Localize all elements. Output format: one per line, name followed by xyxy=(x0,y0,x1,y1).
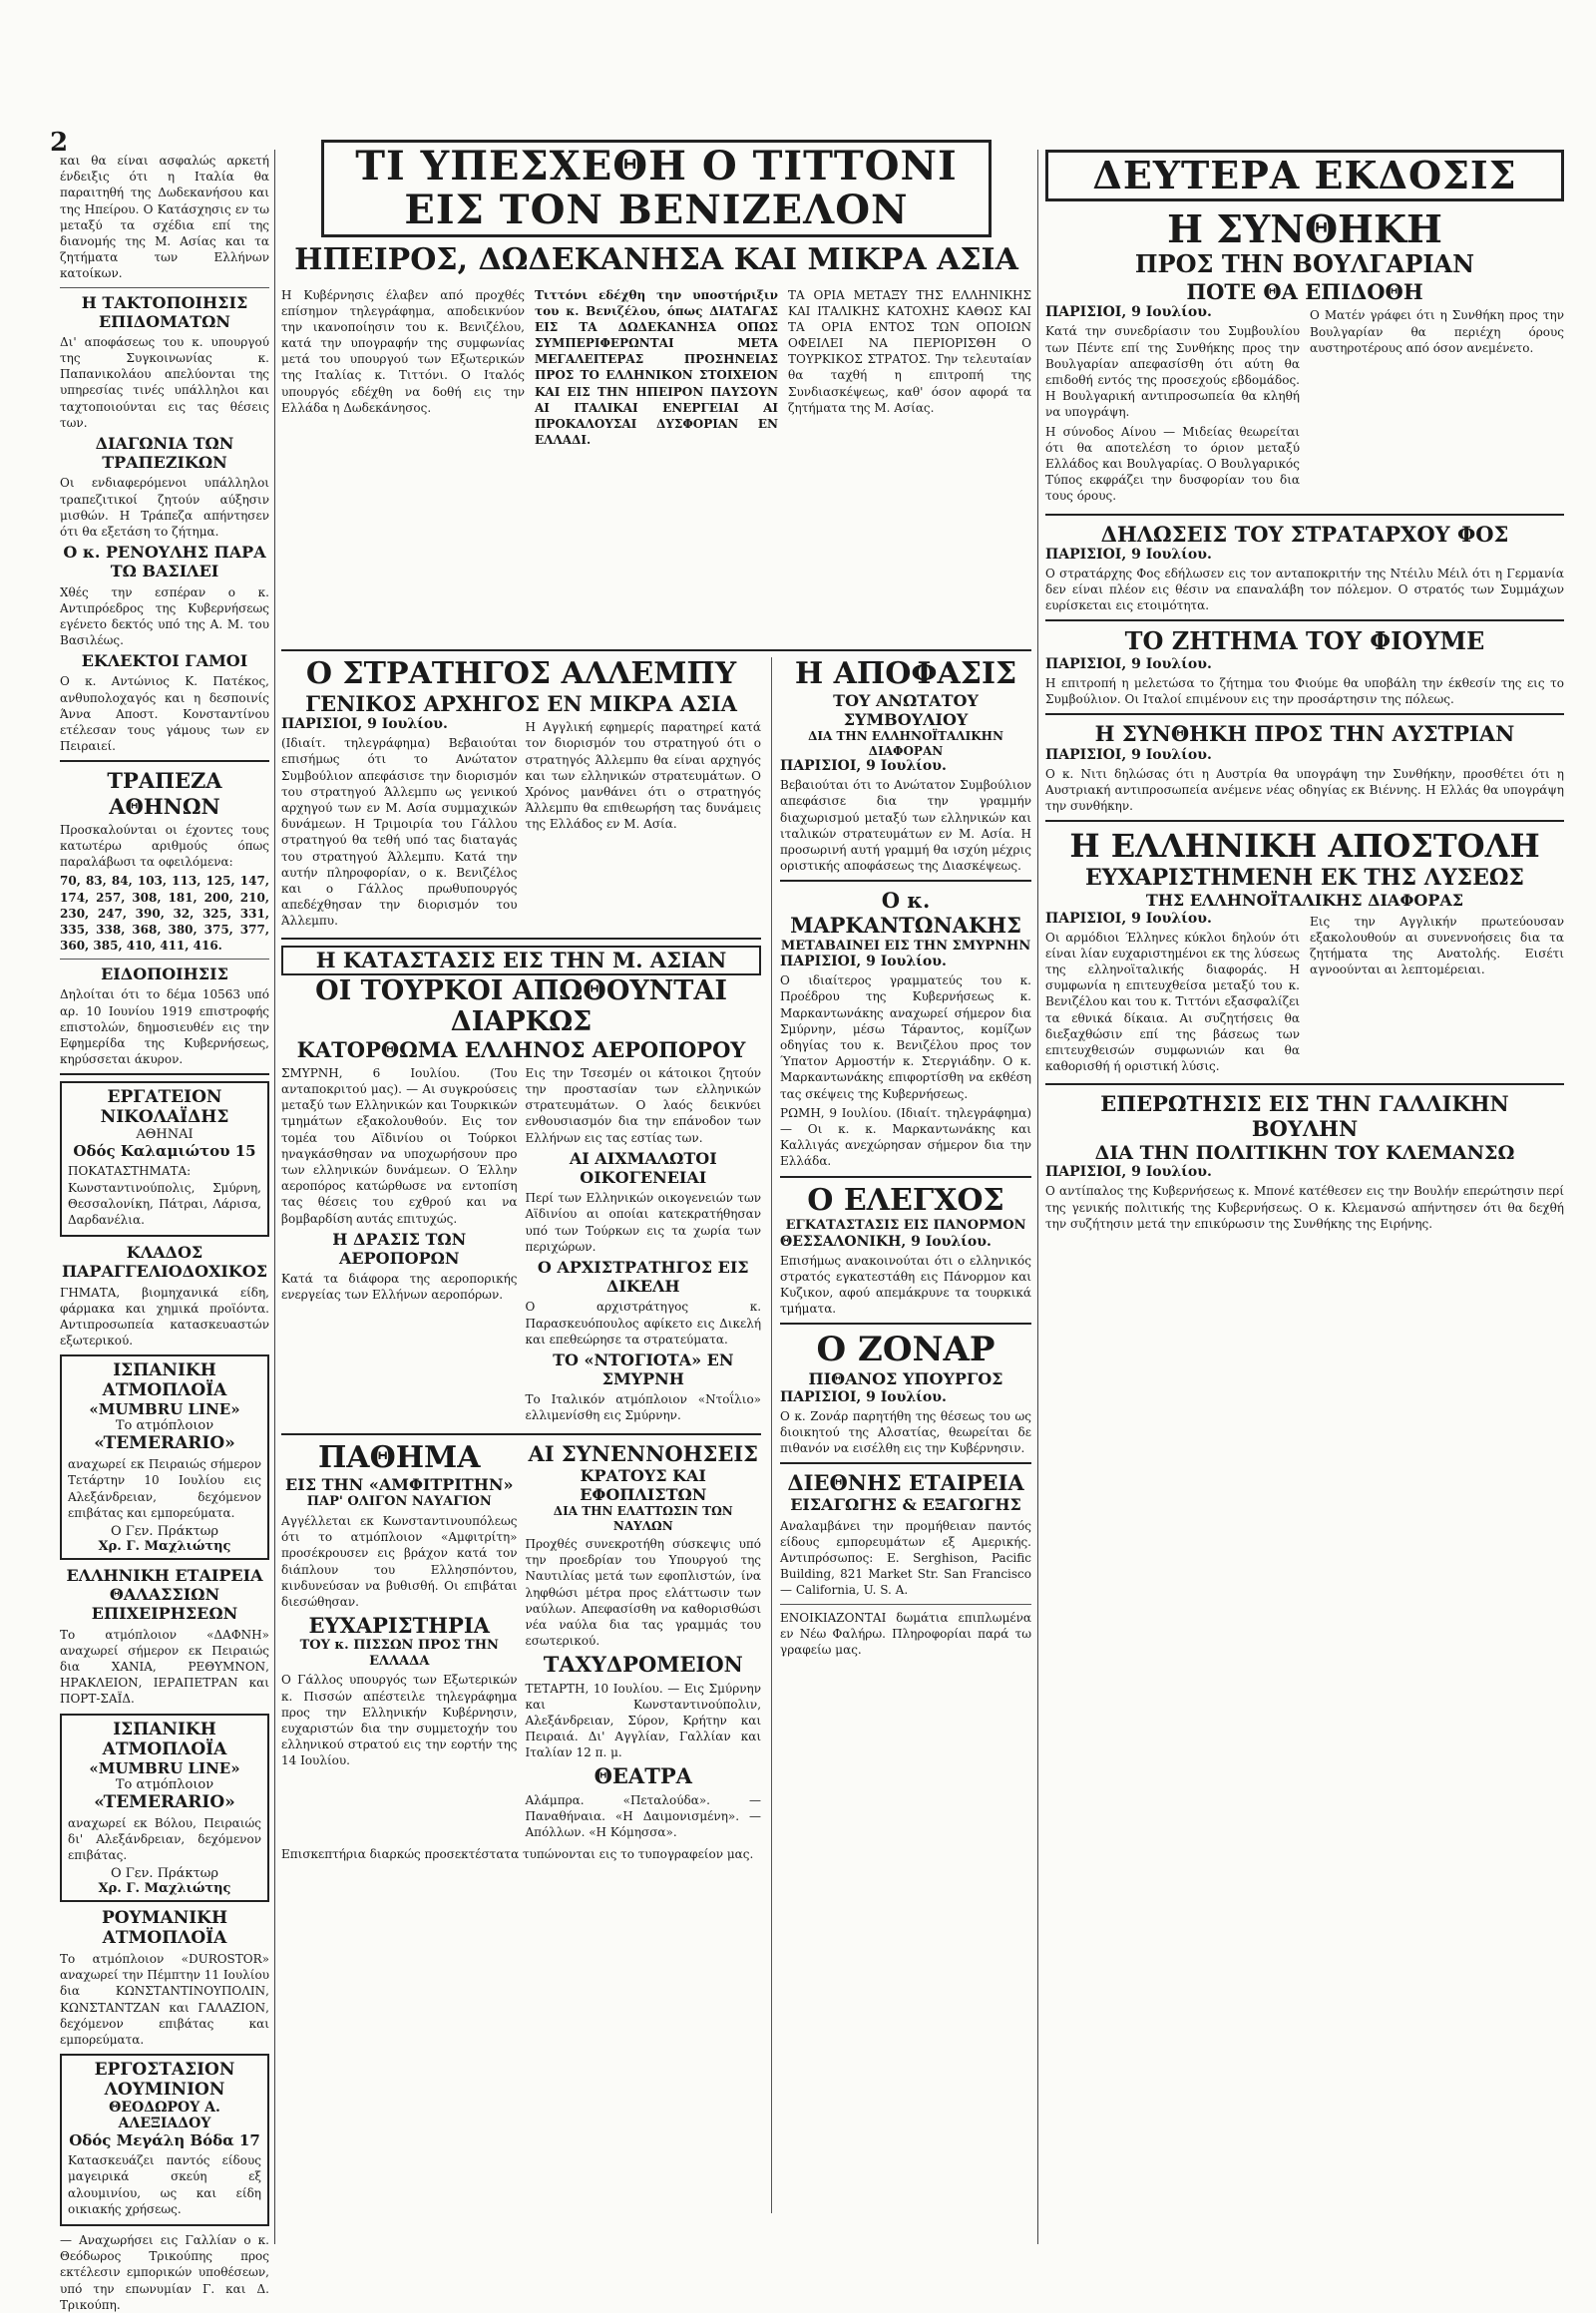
ad-ship-label: Το ατμόπλοιον xyxy=(115,1776,214,1792)
left-column xyxy=(60,150,269,2312)
article-text: Ο αρχιστράτηγος κ. Παρασκευόπουλος αφίκετο εις Δικελή και επεθεώρησε τα στρατεύματα. xyxy=(525,1300,762,1347)
heading-gamoi: ΕΚΛΕΚΤΟΙ ΓΑΜΟΙ xyxy=(81,651,248,671)
article-text: Αγγέλλεται εκ Κωνσταντινουπόλεως ότι το ατμόπλοιον «Αμφιτρίτη» προσέκρουσεν εις βράχον κατά τον διάπλουν του Ελλησπόντου, κινδυνεύσαν να βυθισθή. Οι επιβάται διεσώθησαν. xyxy=(281,1513,518,1609)
lead-text: Η Κυβέρνησις έλαβεν από προχθές επίσημον τηλεγράφημα, αποδεικνύον την ικανοποίησιν του κ. Βενιζέλου, κατά την υπογραφήν της συμφωνίας μετά του υπουργού των Εξωτερικών της Ιταλίας κ. Τιττόνι. Ο Ιταλός υπουργός εδέχθη να δοθή εις την Ελλάδα η Δωδεκάνησος. xyxy=(281,287,525,415)
ad-title: ΙΣΠΑΝΙΚΗ ΑΤΜΟΠΛΟΪΑ xyxy=(102,1360,227,1401)
second-edition-headline: ΔΕΥΤΕΡΑ ΕΚΔΟΣΙΣ xyxy=(1045,150,1564,201)
dateline: ΘΕΣΣΑΛΟΝΙΚΗ, 9 Ιουλίου. xyxy=(780,1233,992,1250)
archistrategos-headline: Ο ΑΡΧΙΣΤΡΑΤΗΓΟΣ ΕΙΣ ΔΙΚΕΛΗ xyxy=(537,1257,749,1297)
heading-eidopoiisis: ΕΙΔΟΠΟΙΗΣΙΣ xyxy=(101,964,228,984)
theatra-headline: ΘΕΑΤΡΑ xyxy=(594,1763,692,1789)
main-subheadline: ΗΠΕΙΡΟΣ, ΔΩΔΕΚΑΝΗΣΑ ΚΑΙ ΜΙΚΡΑ ΑΣΙΑ xyxy=(294,242,1018,277)
tachydromeion-headline: ΤΑΧΥΔΡΟΜΕΙΟΝ xyxy=(543,1652,743,1678)
page-number: 2 xyxy=(50,128,69,158)
ad-text: Το ατμόπλοιον «DUROSTOR» αναχωρεί την Πέμπτην 11 Ιουλίου δια ΚΩΝΣΤΑΝΤΙΝΟΥΠΟΛΙΝ, ΚΩΝΣΤΑΝΤΖΑΝ και ΓΑΛΑΖΙΟΝ, δεχόμενον επιβάτας και εμπορεύματα. xyxy=(60,1952,269,2047)
article-text: Εις την Τσεσμέν οι κάτοικοι ζητούν την προστασίαν των ελληνικών στρατευμάτων. Ο λαός δεικνύει ενθουσιασμόν δια την επάνοδον των Ελλήνων εις τας εστίας των. xyxy=(525,1065,762,1145)
ad-ship: «TEMERARIO» xyxy=(94,1791,235,1812)
heading-diagoni: ΔΙΑΓΩΝΙΑ ΤΩΝ ΤΡΑΠΕΖΙΚΩΝ xyxy=(95,434,234,473)
intro-text: και θα είναι ασφαλώς αρκετή ένδειξις ότι η Ιταλία θα παραιτηθή της Δωδεκανήσου και της Ηπείρου. Ο Κατάσχησις εν τω μεταξύ τα σχέδια επί της διανομής της Μ. Ασίας και τα ζητήματα των Ελλήνων κατοίκων. xyxy=(60,154,269,281)
dateline: ΠΑΡΙΣΙΟΙ, 9 Ιουλίου. xyxy=(1045,656,1212,673)
synennoiseis-headline: ΑΙ ΣΥΝΕΝΝΟΗΣΕΙΣ xyxy=(528,1440,759,1466)
article-text: Χθές την εσπέραν ο κ. Αντιπρόεδρος της Κυβερνήσεως εγένετο δεκτός υπό της Α. Μ. του Βασιλέως. xyxy=(60,584,269,648)
ad-ship: «TEMERARIO» xyxy=(94,1433,235,1454)
article-text: ΡΩΜΗ, 9 Ιουλίου. (Ιδιαίτ. τηλεγράφημα) — Οι κ. κ. Μαρκαντωνάκης και Καλλιγάς ανεχώρησαν σήμερον δια την Ελλάδα. xyxy=(780,1105,1031,1169)
article-text: Προχθές συνεκροτήθη σύσκεψις υπό την προεδρίαν του Υπουργού της Ναυτιλίας μετά των εφοπλιστών, ίνα ληφθώσι μέτρα προς ελάττωσιν των ναύλων. Απεφασίσθη να καθορισθώσι νέα ναύλα δια τας γραμμάς του εσωτερικού. xyxy=(525,1537,762,1649)
apostoli-subheadline-2: ΤΗΣ ΕΛΛΗΝΟΪΤΑΛΙΚΗΣ ΔΙΑΦΟΡΑΣ xyxy=(1145,891,1464,911)
apostoli-headline: Η ΕΛΛΗΝΙΚΗ ΑΠΟΣΤΟΛΗ xyxy=(1069,827,1540,866)
article-text: Το Ιταλικόν ατμόπλοιον «Ντοΐλιο» ελλιμενίσθη εις Σμύρνην. xyxy=(525,1392,762,1423)
ntogiota-headline: ΤΟ «ΝΤΟΓΙΟΤΑ» ΕΝ ΣΜΥΡΝΗ xyxy=(553,1349,734,1389)
ad-agent-name: Χρ. Γ. Μαχλιώτης xyxy=(98,1539,231,1554)
ad-line: «MUMBRU LINE» xyxy=(89,1400,240,1419)
article-text: Οι αρμόδιοι Έλληνες κύκλοι δηλούν ότι είναι λίαν ευχαριστημένοι εκ της λύσεως της ελληνοϊταλικής διαφοράς. Η συμφωνία η επιτευχθείσα μεταξύ του κ. Βενιζέλου και του κ. Τιττόνι εξασφαλίζει τα εθνικά δίκαια. Αι συζητήσεις θα διεξαχθώσιν επί της βάσεως των επιτευχθεισών συμφωνιών και θα καθορισθή ή οριστική λύσις. xyxy=(1045,930,1300,1074)
article-text: Ο κ. Νιτι δηλώσας ότι η Αυστρία θα υπογράψη την Συνθήκην, προσθέτει ότι η Αυστριακή αντιπροσωπεία ανέμενε νέας οδηγίας εκ Βιέννης. Η Ελλάς θα υπογράψη την συνθήκην. xyxy=(1045,766,1564,814)
advertisement xyxy=(60,1081,269,1237)
pathima-subheadline: ΕΙΣ ΤΗΝ «ΑΜΦΙΤΡΙΤΗΝ» xyxy=(285,1475,514,1495)
ad-title: ΚΛΑΔΟΣ ΠΑΡΑΓΓΕΛΙΟΔΟΧΙΚΟΣ xyxy=(61,1243,268,1282)
klemanso-subheadline: ΔΙΑ ΤΗΝ ΠΟΛΙΤΙΚΗΝ ΤΟΥ ΚΛΕΜΑΝΣΩ xyxy=(1094,1141,1515,1164)
ad-text: αναχωρεί εκ Πειραιώς σήμερον Τετάρτην 10 Ιουλίου εις Αλεξάνδρειαν, δεχόμενον επιβάτας και εμπορεύματα. xyxy=(68,1457,261,1520)
dateline: ΠΑΡΙΣΙΟΙ, 9 Ιουλίου. xyxy=(1045,910,1212,927)
heading-taktopoiisis: Η ΤΑΚΤΟΠΟΙΗΣΙΣ ΕΠΙΔΟΜΑΤΩΝ xyxy=(81,292,248,331)
allenby-headline: Ο ΣΤΡΑΤΗΓΟΣ ΑΛΛΕΜΠΥ xyxy=(305,655,737,691)
dieth-subheadline: ΕΙΣΑΓΩΓΗΣ & ΕΞΑΓΩΓΗΣ xyxy=(790,1495,1021,1515)
elegchos-subheadline: ΕΓΚΑΤΑΣΤΑΣΙΣ ΕΙΣ ΠΑΝΟΡΜΟΝ xyxy=(785,1218,1026,1233)
article-text: Περί των Ελληνικών οικογενειών των Αϊδινίου αι οποίαι κατεκρατήθησαν υπό των Τούρκων εις τα χωρία των περιχώρων. xyxy=(525,1191,762,1254)
synthiki-subheadline-2: ΠΟΤΕ ΘΑ ΕΠΙΔΟΘΗ xyxy=(1186,279,1423,305)
ad-subtitle: ΑΘΗΝΑΙ xyxy=(136,1127,194,1143)
apofasis-subheadline: ΤΟΥ ΑΝΩΤΑΤΟΥ ΣΥΜΒΟΥΛΙΟΥ xyxy=(833,691,979,730)
ad-text: Κατασκευάζει παντός είδους μαγειρικά σκεύη εξ αλουμινίου, ως και είδη οικιακής χρήσεως. xyxy=(68,2153,261,2216)
advertisement xyxy=(60,1714,269,1903)
ad-text: ΠΟΚΑΤΑΣΤΗΜΑΤΑ: Κωνσταντινούπολις, Σμύρνη, Θεσσαλονίκη, Πάτραι, Λάρισα, Δαρδανέλια. xyxy=(68,1164,261,1227)
trapeza-numbers: 70, 83, 84, 103, 113, 125, 147, 174, 257, 308, 181, 200, 210, 230, 247, 390, 32, 325, 331, 335, 338, 368, 380, 375, 377, 360, 385, 410, 411, 416. xyxy=(60,874,269,954)
ad-text: Αναλαμβάνει την προμήθειαν παντός είδους εμπορευμάτων εξ Αμερικής. Αντιπρόσωπος: E. Serghison, Pacific Building, 821 Market Str. San Francisco — California, U. S. A. xyxy=(780,1518,1031,1598)
article-text: ΤΕΤΑΡΤΗ, 10 Ιουλίου. — Εις Σμύρνην και Κωνσταντινούπολιν, Αλεξάνδρειαν, Σύρον, Κρήτην και Πειραιά. Δι' Αγγλίαν, Γαλλίαν και Ιταλίαν 12 π. μ. xyxy=(525,1681,762,1760)
synennoiseis-subheadline-2: ΔΙΑ ΤΗΝ ΕΛΑΤΤΩΣΙΝ ΤΩΝ ΝΑΥΛΩΝ xyxy=(553,1504,733,1533)
apofasis-headline: Η ΑΠΟΦΑΣΙΣ xyxy=(794,655,1017,691)
article-text: Ο ιδιαίτερος γραμματεύς του κ. Προέδρου της Κυβερνήσεως κ. Μαρκαντωνάκης αναχωρεί σήμερον δια Σμύρνην, μέσω Τάραντος, κομίζων οδηγίας του κ. Βενιζέλου προς τον Ύπατον Αρμοστήν κ. Στεργιάδην. Ο κ. Μαρκαντωνάκης επιφορτίσθη να εκθέση τας σκέψεις της Κυβερνήσεως. xyxy=(780,973,1031,1101)
article-text: Αλάμπρα. «Πεταλούδα». — Παναθήναια. «Η Δαιμονισμένη». — Απόλλων. «Η Κόμησσα». xyxy=(525,1792,762,1839)
dieth-headline: ΔΙΕΘΝΗΣ ΕΤΑΙΡΕΙΑ xyxy=(787,1470,1024,1496)
zonar-subheadline: ΠΙΘΑΝΟΣ ΥΠΟΥΡΓΟΣ xyxy=(808,1369,1003,1389)
allenby-subheadline: ΓΕΝΙΚΟΣ ΑΡΧΗΓΟΣ ΕΝ ΜΙΚΡΑ ΑΣΙΑ xyxy=(305,691,737,716)
ad-text: Το ατμόπλοιον «ΔΑΦΝΗ» αναχωρεί σήμερον εκ Πειραιώς δια ΧΑΝΙΑ, ΡΕΘΥΜΝΟΝ, ΗΡΑΚΛΕΙΟΝ, ΙΕΡΑΠΕΤΡΑΝ και ΠΟΡΤ-ΣΑΪΔ. xyxy=(60,1627,269,1707)
article-text: Η επιτροπή η μελετώσα το ζήτημα του Φιούμε θα υποβάλη την έκθεσίν της εις το Συμβούλιον. Οι Ιταλοί επιμένουν εις την προσάρτησιν της πόλεως. xyxy=(1045,676,1564,707)
tourkoi-subheadline: ΚΑΤΟΡΘΩΜΑ ΕΛΛΗΝΟΣ ΑΕΡΟΠΟΡΟΥ xyxy=(296,1036,746,1062)
advertisement xyxy=(60,2054,269,2226)
column-rule xyxy=(274,150,275,2244)
article-text: Προσκαλούνται οι έχοντες τους κατωτέρω αριθμούς όπως παραλάβωσι τα οφειλόμενα: xyxy=(60,822,269,870)
lead-text: Τιττόνι εδέχθη την υποστήριξιν του κ. Βενιζέλου, όπως ΔΙΑΤΑΓΑΣ ΕΙΣ ΤΑ ΔΩΔΕΚΑΝΗΣΑ ΟΠΩΣ ΣΥΜΠΕΡΙΦΕΡΩΝΤΑΙ ΜΕΤΑ ΜΕΓΑΛΕΙΤΕΡΑΣ ΠΡΟΣΗΝΕΙΑΣ ΠΡΟΣ ΤΟ ΕΛΛΗΝΙΚΟΝ ΣΤΟΙΧΕΙΟΝ ΚΑΙ ΕΙΣ ΤΗΝ ΗΠΕΙΡΟΝ ΠΑΥΣΟΥΝ ΑΙ ΙΤΑΛΙΚΑΙ ΕΝΕΡΓΕΙΑΙ ΑΙ ΠΡΟΚΑΛΟΥΣΑΙ ΔΥΣΦΟΡΙΑΝ ΕΝ ΕΛΛΑΔΙ. xyxy=(535,287,778,448)
ad-title: ΕΡΓΑΤΕΙΟΝ ΝΙΚΟΛΑΪΔΗΣ xyxy=(100,1087,229,1128)
markantonakis-subheadline: ΜΕΤΑΒΑΙΝΕΙ ΕΙΣ ΤΗΝ ΣΜΥΡΝΗΝ xyxy=(780,938,1031,954)
apofasis-subheadline-2: ΔΙΑ ΤΗΝ ΕΛΛΗΝΟΪΤΑΛΙΚΗΝ ΔΙΑΦΟΡΑΝ xyxy=(808,729,1003,758)
pathima-subheadline-2: ΠΑΡ' ΟΛΙΓΟΝ ΝΑΥΑΓΙΟΝ xyxy=(306,1494,492,1510)
article-text: Βεβαιούται ότι το Ανώτατον Συμβούλιον απεφάσισε δια την γραμμήν διαχωρισμού μεταξύ των ελληνικών και ιταλικών στρατευμάτων εν Μ. Ασία. Η προσωρινή αυτή γραμμή θα ισχύη μέχρις οριστικής αποφάσεως της Διασκέψεως. xyxy=(780,778,1031,874)
elegchos-headline: Ο ΕΛΕΓΧΟΣ xyxy=(807,1182,1004,1218)
main-headline: ΤΙ ΥΠΕΣΧΕΘΗ Ο ΤΙΤΤΟΝΙ ΕΙΣ ΤΟΝ ΒΕΝΙΖΕΛΟΝ xyxy=(321,140,992,237)
dateline: ΠΑΡΙΣΙΟΙ, 9 Ιουλίου. xyxy=(1045,546,1212,563)
klemanso-headline: ΕΠΕΡΩΤΗΣΙΣ ΕΙΣ ΤΗΝ ΓΑΛΛΙΚΗΝ ΒΟΥΛΗΝ xyxy=(1100,1091,1509,1142)
article-text: Ο αντίπαλος της Κυβερνήσεως κ. Μπονέ κατέθεσεν εις την Βουλήν επερώτησιν περί της γενικής πολιτικής της Κυβερνήσεως. Ο κ. Κλεμανσώ απήντησεν ότι θα δεχθή την συζήτησιν μετά την επικύρωσιν της Συνθήκης της Ειρήνης. xyxy=(1045,1184,1564,1231)
dateline: ΠΑΡΙΣΙΟΙ, 9 Ιουλίου. xyxy=(1045,746,1212,763)
article-text: Ο κ. Αντώνιος Κ. Πατέκος, ανθυπολοχαγός και η δεσποινίς Άννα Αποστ. Κονσταντίνου ετέλεσαν τους γάμους των εν Πειραιεί. xyxy=(60,674,269,754)
heading-renoulis: Ο κ. ΡΕΝΟΥΛΗΣ ΠΑΡΑ ΤΩ ΒΑΣΙΛΕΙ xyxy=(63,543,266,581)
advertisement xyxy=(60,1354,269,1560)
footer-text: Επισκεπτήρια διαρκώς προσεκτέστατα τυπώνονται εις το τυπογραφείον μας. xyxy=(281,1847,754,1862)
ad-line: «MUMBRU LINE» xyxy=(89,1758,240,1777)
ad-title: ΙΣΠΑΝΙΚΗ ΑΤΜΟΠΛΟΪΑ xyxy=(102,1719,227,1759)
article-text: Ο Γάλλος υπουργός των Εξωτερικών κ. Πισσών απέστειλε τηλεγράφημα προς την Ελληνικήν Κυβέρνησιν, ευχαριστών δια την συμμετοχήν του ελληνικού στρατού εις την εορτήν της 14 Ιουλίου. xyxy=(281,1673,518,1768)
article-text: Κατά τα διάφορα της αεροπορικής ενεργείας των Ελλήνων αεροπόρων. xyxy=(281,1272,518,1303)
ad-title: ΕΛΛΗΝΙΚΗ ΕΤΑΙΡΕΙΑ ΘΑΛΑΣΣΙΩΝ ΕΠΙΧΕΙΡΗΣΕΩΝ xyxy=(66,1566,263,1624)
synthiki-headline: Η ΣΥΝΘΗΚΗ xyxy=(1167,205,1442,251)
article-text: Ο κ. Ζονάρ παρητήθη της θέσεως του ως διοικητού της Αλσατίας, θεωρείται δε πιθανόν να εισέλθη εις την Κυβέρνησιν. xyxy=(780,1408,1031,1455)
ad-agent: Ο Γεν. Πράκτωρ xyxy=(110,1524,219,1539)
lead-text: ΤΑ ΟΡΙΑ ΜΕΤΑΞΥ ΤΗΣ ΕΛΛΗΝΙΚΗΣ ΚΑΙ ΙΤΑΛΙΚΗΣ ΚΑΤΟΧΗΣ ΚΑΘΩΣ ΚΑΙ ΤΑ ΟΡΙΑ ΕΝΤΟΣ ΤΩΝ ΟΠΟΙΩΝ ΟΦΕΙΛΕΙ ΝΑ ΠΕΡΙΟΡΙΣΘΗ Ο ΤΟΥΡΚΙΚΟΣ ΣΤΡΑΤΟΣ. Την τελευταίαν θα ταχθή η επιτροπή της Συνδιασκέψεως, καθ' όσον αφορά τα ζητήματα της Μ. Ασίας. xyxy=(788,287,1031,415)
ad-ship-label: Το ατμόπλοιον xyxy=(115,1418,214,1434)
synthiki-subheadline: ΠΡΟΣ ΤΗΝ ΒΟΥΛΓΑΡΙΑΝ xyxy=(1134,249,1475,279)
right-column xyxy=(1045,150,1564,2254)
news-item: — Αναχωρήσει εις Γαλλίαν ο κ. Θεόδωρος Τρικούπης προς εκτέλεσιν εμπορικών υποθέσεων, υπό την επωνυμίαν Γ. και Δ. Τρικούπη. xyxy=(60,2232,269,2312)
article-text: Η σύνοδος Αίνου — Μιδείας θεωρείται ότι θα αποτελέση το όριον μεταξύ Ελλάδος και Βουλγαρίας. Ο Βουλγαρικός Τύπος εκφράζει την δυσφορίαν του δια τους όρους. xyxy=(1045,424,1300,504)
column-rule xyxy=(1037,150,1038,2244)
heading-trapeza: ΤΡΑΠΕΖΑ ΑΘΗΝΩΝ xyxy=(107,768,222,819)
ad-text: αναχωρεί εκ Βόλου, Πειραιώς δι' Αλεξάνδρειαν, δεχόμενον επιβάτας. xyxy=(68,1815,261,1862)
ad-title: ΕΡΓΟΣΤΑΣΙΟΝ ΛΟΥΜΙΝΙΟΝ xyxy=(94,2060,235,2101)
efcharistiria-headline: ΕΥΧΑΡΙΣΤΗΡΙΑ xyxy=(308,1613,490,1639)
dateline: ΠΑΡΙΣΙΟΙ, 9 Ιουλίου. xyxy=(780,954,947,970)
aichmalotoi-headline: ΑΙ ΑΙΧΜΑΛΩΤΟΙ ΟΙΚΟΓΕΝΕΙΑΙ xyxy=(569,1148,717,1188)
markantonakis-headline: Ο κ. ΜΑΡΚΑΝΤΩΝΑΚΗΣ xyxy=(790,888,1021,939)
tourkoi-headline: ΟΙ ΤΟΥΡΚΟΙ ΑΠΩΘΟΥΝΤΑΙ ΔΙΑΡΚΩΣ xyxy=(315,974,727,1037)
pathima-headline: ΠΑΘΗΜΑ xyxy=(317,1439,481,1475)
dateline: ΠΑΡΙΣΙΟΙ, 9 Ιουλίου. xyxy=(780,758,947,775)
ad-title: ΡΟΥΜΑΝΙΚΗ ΑΤΜΟΠΛΟΪΑ xyxy=(101,1908,228,1949)
dateline: ΠΑΡΙΣΙΟΙ, 9 Ιουλίου. xyxy=(281,716,448,733)
article-text: Η Αγγλική εφημερίς παρατηρεί κατά τον διορισμόν του στρατηγού ότι ο στρατηγός Άλλεμπυ θα είναι αρχηγός και των ελληνικών στρατευμάτων. Ο Χρόνος μανθάνει ότι ο στρατηγός Άλλεμπυ θα επιθεωρήση τας δυνάμεις της Ελλάδος εν Μ. Ασία. xyxy=(525,720,762,832)
dateline: ΠΑΡΙΣΙΟΙ, 9 Ιουλίου. xyxy=(780,1388,947,1405)
article-text: Κατά την συνεδρίασιν του Συμβουλίου των Πέντε επί της Συνθήκης προς την Βουλγαρίαν απεφασίσθη ότι αύτη θα επιδοθή εντός της προσεχούς εβδομάδος. Η Βουλγαρική αντιπροσωπεία θα κληθή να υπογράψη. xyxy=(1045,324,1300,420)
fos-headline: ΔΗΛΩΣΕΙΣ ΤΟΥ ΣΤΡΑΤΑΡΧΟΥ ΦΟΣ xyxy=(1100,521,1509,547)
efcharistiria-subheadline: ΤΟΥ κ. ΠΙΣΣΩΝ ΠΡΟΣ ΤΗΝ ΕΛΛΑΔΑ xyxy=(299,1638,499,1669)
article-text: Δηλοίται ότι το δέμα 10563 υπό αρ. 10 Ιουνίου 1919 επιστροφής επιστολών, δημοσιευθέν εις την Εφημερίδα της Κυβερνήσεως, κηρύσσεται άκυρον. xyxy=(60,987,269,1067)
synennoiseis-subheadline: ΚΡΑΤΟΥΣ ΚΑΙ ΕΦΟΠΛΙΣΤΩΝ xyxy=(580,1465,707,1505)
ad-owner: ΘΕΟΔΩΡΟΥ Α. ΑΛΕΞΙΑΔΟΥ xyxy=(109,2100,220,2132)
article-text: Δι' αποφάσεως του κ. υπουργού της Συγκοινωνίας κ. Παπανικολάου απελύονται της υπηρεσίας τινές υπάλληλοι και ταχτοποιούνται εις τας θέσεις των. xyxy=(60,334,269,430)
ad-agent: Ο Γεν. Πράκτωρ xyxy=(110,1866,219,1882)
katastasis-headline: Η ΚΑΤΑΣΤΑΣΙΣ ΕΙΣ ΤΗΝ Μ. ΑΣΙΑΝ xyxy=(281,946,761,974)
fiume-headline: ΤΟ ΖΗΤΗΜΑ ΤΟΥ ΦΙΟΥΜΕ xyxy=(1124,626,1485,656)
article-text: Ο στρατάρχης Φος εδήλωσεν εις τον ανταποκριτήν της Ντέιλυ Μέιλ ότι η Γερμανία δεν είναι πλέον εις θέσιν να επαναλάβη τον πόλεμον. Ο στρατός των Συμμάχων ευρίσκεται εις ετοιμότητα. xyxy=(1045,566,1564,613)
article-text: Εις την Αγγλικήν πρωτεύουσαν εξακολουθούν αι συνεννοήσεις δια τα ζητήματα της Ανατολής. Εισέτι αγνοούνται αι λεπτομέρειαι. xyxy=(1310,914,1564,977)
ad-agent-name: Χρ. Γ. Μαχλιώτης xyxy=(98,1881,231,1897)
article-text: Οι ενδιαφερόμενοι υπάλληλοι τραπεζιτικοί ζητούν αύξησιν μισθών. Η Τράπεζα απήντησεν ότι θα εξετάση το ζήτημα. xyxy=(60,476,269,539)
article-text: Ο Ματέν γράφει ότι η Συνθήκη προς την Βουλγαρίαν θα περιέχη όρους αυστηροτέρους από όσον ανεμένετο. xyxy=(1310,308,1564,355)
austria-headline: Η ΣΥΝΘΗΚΗ ΠΡΟΣ ΤΗΝ ΑΥΣΤΡΙΑΝ xyxy=(1094,721,1515,747)
article-text: Επισήμως ανακοινούται ότι ο ελληνικός στρατός εγκατεστάθη εις Πάνορμον και Κυζικον, αφού απεμάκρυνε τα τουρκικά τμήματα. xyxy=(780,1253,1031,1317)
article-text: ΣΜΥΡΝΗ, 6 Ιουλίου. (Του ανταποκριτού μας). — Αι συγκρούσεις μεταξύ των Ελληνικών και Τουρκικών τμημάτων εξακολουθούν. Εις τον τομέα του Αϊδινίου οι Τούρκοι ηναγκάσθησαν να υποχωρήσουν προ των ελληνικών δυνάμεων. Ο Έλλην αεροπόρος κατώρθωσε να εντοπίση τας θέσεις του εχθρού και να βομβαρδίση αυτάς επιτυχώς. xyxy=(281,1065,518,1226)
dateline: ΠΑΡΙΣΙΟΙ, 9 Ιουλίου. xyxy=(1045,304,1212,321)
article-text: (Ιδιαίτ. τηλεγράφημα) Βεβαιούται επισήμως ότι το Ανώτατον Συμβούλιον απεφάσισε την διορισμόν του στρατηγού Άλλεμπυ ως γενικού αρχηγού των εν Μ. Ασία συμμαχικών δυνάμεων. Η Τριμοιρία του Γάλλου στρατηγού θα τεθή υπό τας διαταγάς του στρατηγού Άλλεμπυ. Κατά την αυτήν πληροφορίαν, ο κ. Βενιζέλος και ο Γάλλος πρωθυπουργός απεδέχθησαν την διορισμόν του Άλλεμπυ. xyxy=(281,736,518,929)
ad-address: Οδός Καλαμιώτου 15 xyxy=(73,1142,256,1161)
ad-text: ΓΗΜΑΤΑ, βιομηχανικά είδη, φάρμακα και χημικά προϊόντα. Αντιπροσωπεία κατασκευαστών εξωτερικού. xyxy=(60,1285,269,1349)
apostoli-subheadline: ΕΥΧΑΡΙΣΤΗΜΕΝΗ ΕΚ ΤΗΣ ΛΥΣΕΩΣ xyxy=(1085,865,1524,891)
classified-ad: ΕΝΟΙΚΙΑΖΟΝΤΑΙ δωμάτια επιπλωμένα εν Νέω Φαλήρω. Πληροφορίαι παρά τω γραφείω μας. xyxy=(780,1610,1031,1657)
zonar-headline: Ο ΖΟΝΑΡ xyxy=(816,1330,996,1370)
ad-address: Οδός Μεγάλη Βόδα 17 xyxy=(69,2131,260,2150)
drasis-headline: Η ΔΡΑΣΙΣ ΤΩΝ ΑΕΡΟΠΟΡΩΝ xyxy=(332,1229,467,1268)
main-section xyxy=(281,140,1031,2254)
dateline: ΠΑΡΙΣΙΟΙ, 9 Ιουλίου. xyxy=(1045,1164,1212,1181)
